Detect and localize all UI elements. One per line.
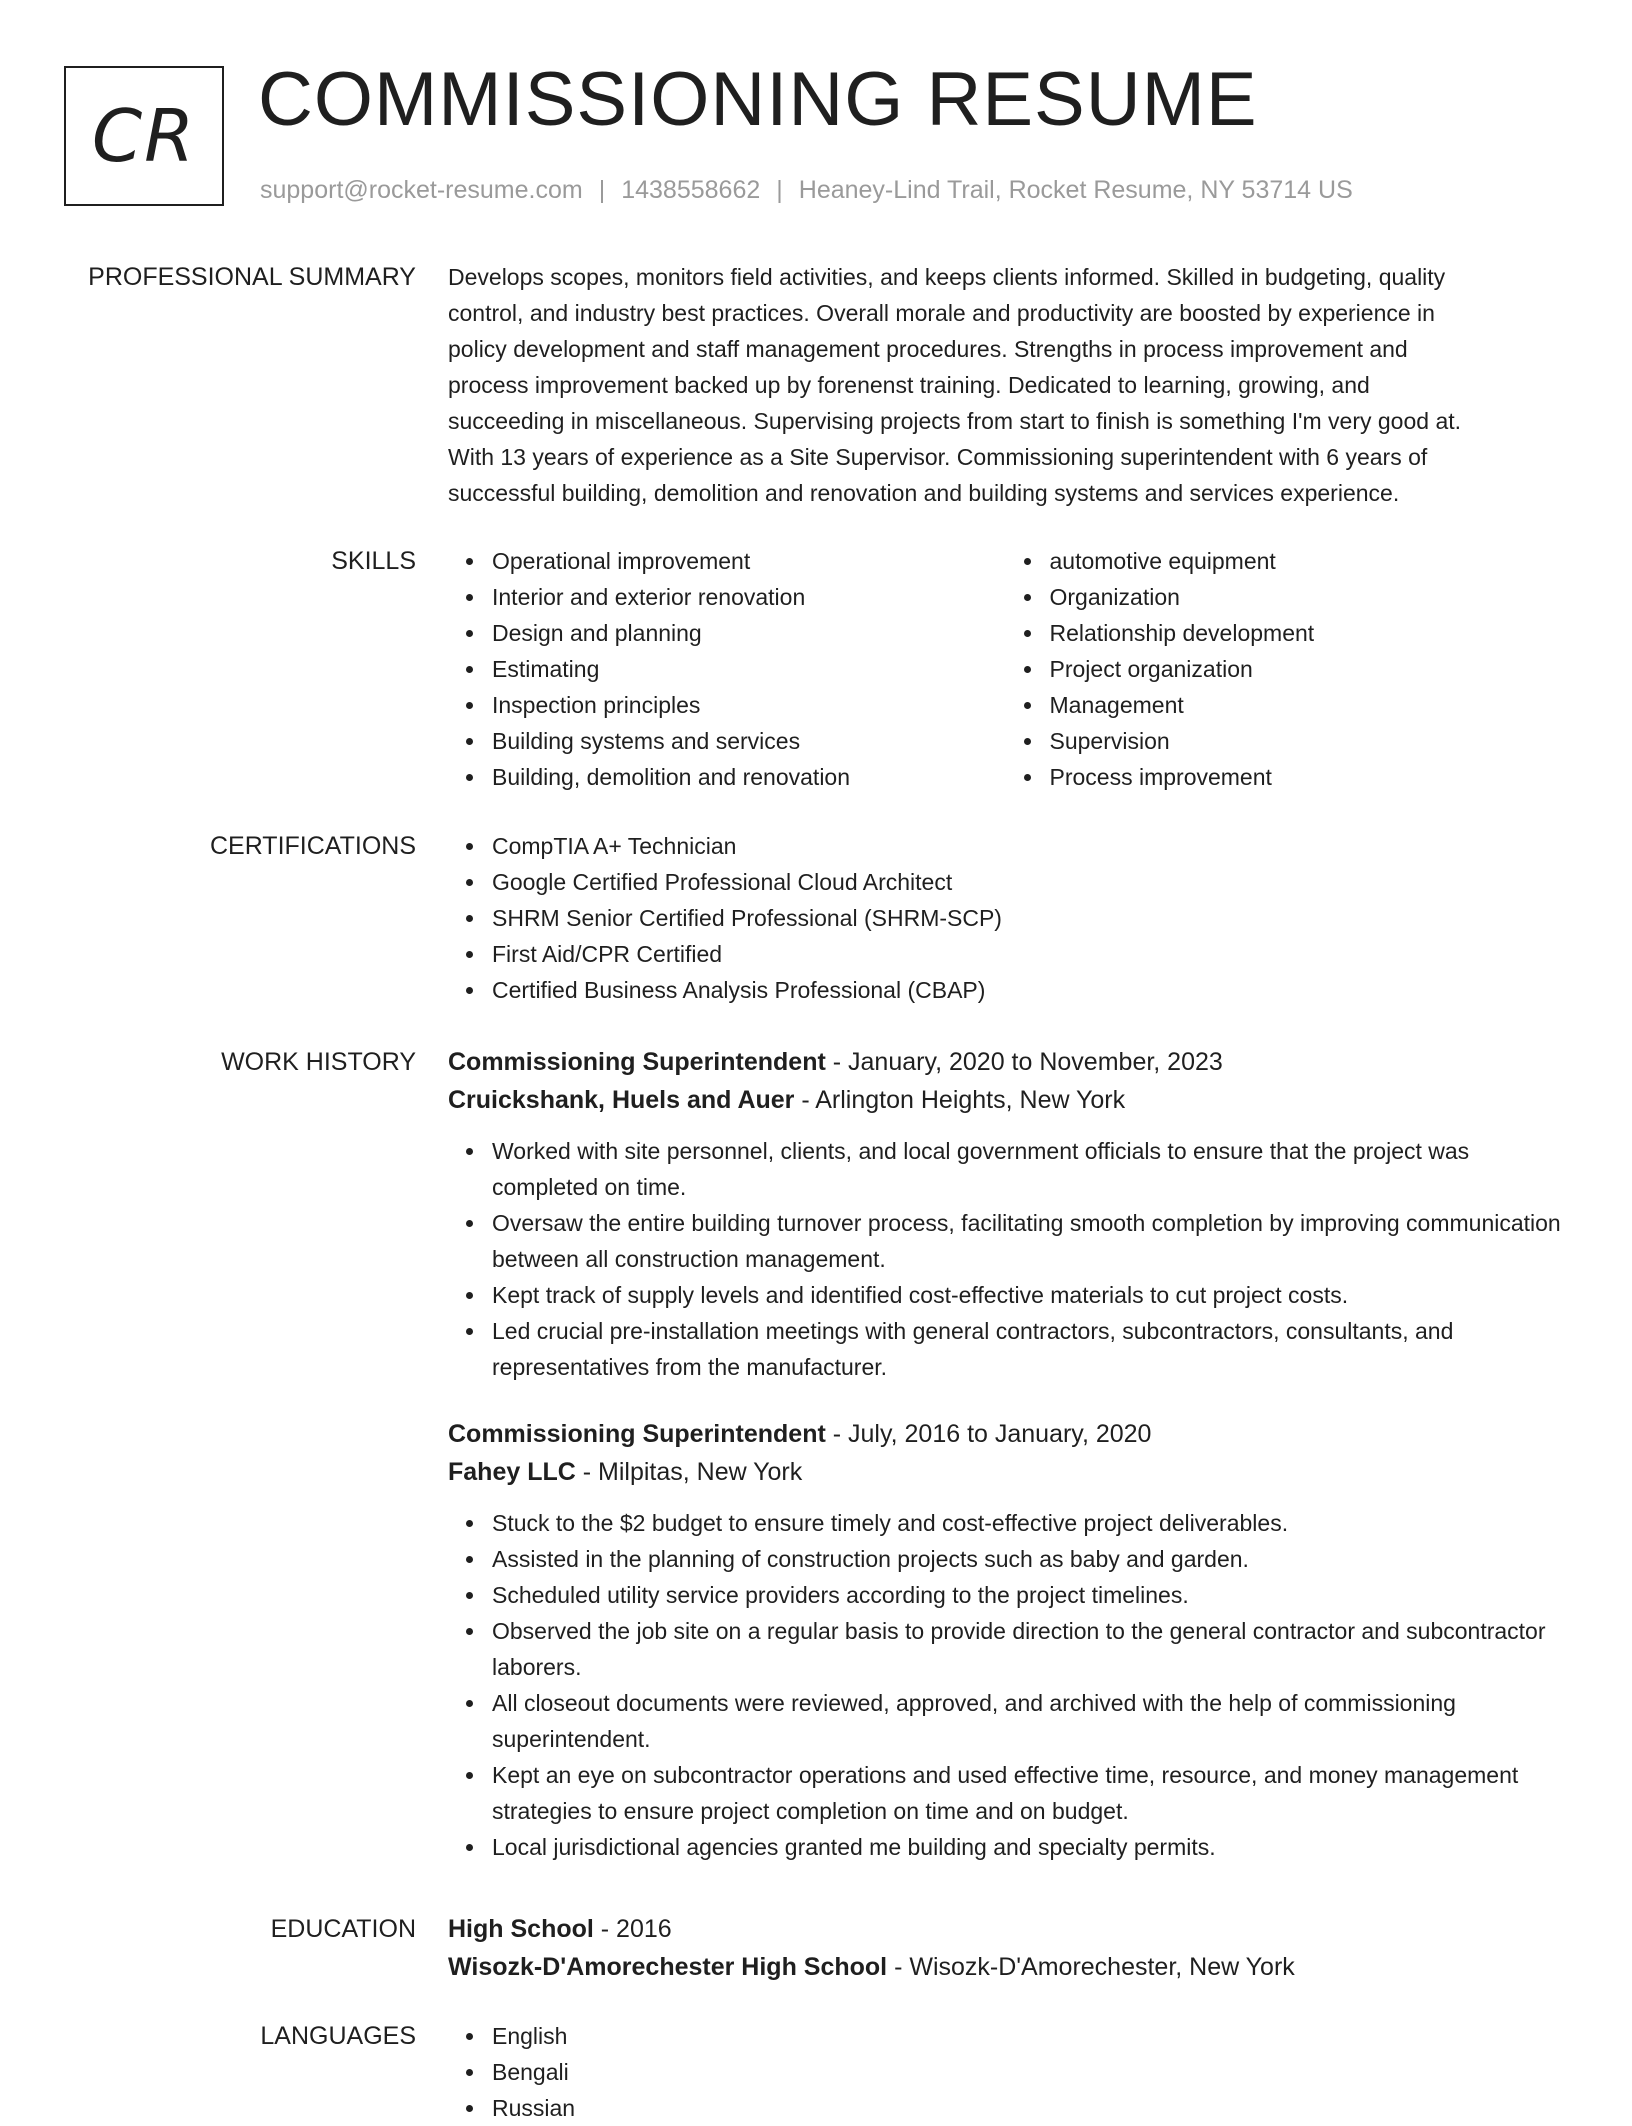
language-item: English bbox=[492, 2018, 1563, 2054]
job-bullet: Kept track of supply levels and identified cost-effective materials to cut project costs. bbox=[492, 1277, 1563, 1313]
education-degree: High School bbox=[448, 1915, 594, 1943]
job-company: Fahey LLC bbox=[448, 1458, 576, 1486]
job-location: - Milpitas, New York bbox=[575, 1458, 803, 1486]
summary-line: control, and industry best practices. Overall morale and productivity are boosted by experience in bbox=[448, 300, 1435, 326]
job-title: Commissioning Superintendent bbox=[448, 1420, 826, 1448]
summary-line: succeeding in miscellaneous. Supervising projects from start to finish is something I'm very good at. bbox=[448, 408, 1462, 434]
job-bullets bbox=[448, 1505, 1563, 1865]
contact-phone[interactable]: 1438558662 bbox=[621, 176, 761, 204]
languages-list bbox=[448, 2018, 1563, 2126]
monogram-box bbox=[64, 66, 224, 206]
skill-item: automotive equipment bbox=[1050, 543, 1564, 579]
section-label: WORK HISTORY bbox=[221, 1048, 416, 1076]
summary-line: successful building, demolition and renovation and building systems and services experience. bbox=[448, 480, 1400, 506]
language-item: Russian bbox=[492, 2090, 1563, 2126]
contact-email[interactable]: support@rocket-resume.com bbox=[260, 176, 583, 204]
summary-line: With 13 years of experience as a Site Supervisor. Commissioning superintendent with 6 years of bbox=[448, 444, 1428, 470]
job-bullet: Assisted in the planning of construction projects such as baby and garden. bbox=[492, 1541, 1563, 1577]
job-bullet: All closeout documents were reviewed, approved, and archived with the help of commissioning superintendent. bbox=[492, 1685, 1563, 1757]
education-year: - 2016 bbox=[593, 1915, 672, 1943]
education-school-line bbox=[448, 1948, 1563, 1986]
skill-item: Building systems and services bbox=[492, 723, 1006, 759]
job-bullet: Stuck to the $2 budget to ensure timely and cost-effective project deliverables. bbox=[492, 1505, 1563, 1541]
job-dates: - January, 2020 to November, 2023 bbox=[825, 1048, 1223, 1076]
summary-line: policy development and staff management procedures. Strengths in process improvement and bbox=[448, 336, 1408, 362]
skill-item: Building, demolition and renovation bbox=[492, 759, 1006, 795]
skill-item: Organization bbox=[1050, 579, 1564, 615]
skill-item: Process improvement bbox=[1050, 759, 1564, 795]
job-company-line bbox=[448, 1453, 1563, 1491]
job-title-line bbox=[448, 1043, 1563, 1081]
skill-item: Relationship development bbox=[1050, 615, 1564, 651]
certification-item: CompTIA A+ Technician bbox=[492, 828, 1563, 864]
certification-item: SHRM Senior Certified Professional (SHRM-SCP) bbox=[492, 900, 1563, 936]
section-label: CERTIFICATIONS bbox=[209, 832, 416, 860]
certification-item: First Aid/CPR Certified bbox=[492, 936, 1563, 972]
job-title: Commissioning Superintendent bbox=[448, 1048, 826, 1076]
job-location: - Arlington Heights, New York bbox=[794, 1086, 1126, 1114]
job-bullet: Oversaw the entire building turnover process, facilitating smooth completion by improving communication between all construction management. bbox=[492, 1205, 1563, 1277]
job-company-line bbox=[448, 1081, 1563, 1119]
skill-item: Operational improvement bbox=[492, 543, 1006, 579]
skill-item: Project organization bbox=[1050, 651, 1564, 687]
job-bullet: Worked with site personnel, clients, and local government officials to ensure that the project was completed on time. bbox=[492, 1133, 1563, 1205]
certifications-list bbox=[448, 828, 1563, 1008]
contact-separator: | bbox=[776, 176, 783, 204]
job-bullet: Kept an eye on subcontractor operations and used effective time, resource, and money management strategies to ensure project completion on time and on budget. bbox=[492, 1757, 1563, 1829]
skill-item: Inspection principles bbox=[492, 687, 1006, 723]
job-entry bbox=[448, 1043, 1563, 1385]
contact-line bbox=[260, 176, 1353, 205]
job-bullet: Local jurisdictional agencies granted me building and specialty permits. bbox=[492, 1829, 1563, 1865]
languages-body bbox=[448, 2018, 1563, 2126]
skill-item: Interior and exterior renovation bbox=[492, 579, 1006, 615]
job-bullet: Observed the job site on a regular basis to provide direction to the general contractor and subcontractor laborers. bbox=[492, 1613, 1563, 1685]
summary-text bbox=[448, 259, 1563, 511]
certification-item: Certified Business Analysis Professional (CBAP) bbox=[492, 972, 1563, 1008]
education-body bbox=[448, 1910, 1563, 1986]
job-title-line bbox=[448, 1415, 1563, 1453]
contact-separator: | bbox=[598, 176, 606, 204]
education-degree-line bbox=[448, 1910, 1563, 1948]
job-dates: - July, 2016 to January, 2020 bbox=[825, 1420, 1152, 1448]
job-bullet: Led crucial pre-installation meetings with general contractors, subcontractors, consultants, and representatives from the manufacturer. bbox=[492, 1313, 1563, 1385]
skills-list-right bbox=[1006, 543, 1564, 795]
skill-item: Supervision bbox=[1050, 723, 1564, 759]
skill-item: Design and planning bbox=[492, 615, 1006, 651]
language-item: Bengali bbox=[492, 2054, 1563, 2090]
job-entry bbox=[448, 1415, 1563, 1865]
section-label: PROFESSIONAL SUMMARY bbox=[88, 263, 416, 291]
work-history-body bbox=[448, 1043, 1563, 1865]
skills-columns bbox=[448, 543, 1563, 795]
skill-item: Management bbox=[1050, 687, 1564, 723]
certification-item: Google Certified Professional Cloud Architect bbox=[492, 864, 1563, 900]
section-label: LANGUAGES bbox=[260, 2022, 416, 2050]
certifications-body bbox=[448, 828, 1563, 1008]
skills-list-left bbox=[448, 543, 1006, 795]
education-location: - Wisozk-D'Amorechester, New York bbox=[887, 1953, 1295, 1981]
contact-address: Heaney-Lind Trail, Rocket Resume, NY 53714 US bbox=[798, 176, 1353, 204]
resume-title: COMMISSIONING RESUME bbox=[258, 57, 1258, 142]
summary-line: Develops scopes, monitors field activities, and keeps clients informed. Skilled in budgeting, quality bbox=[448, 264, 1446, 290]
summary-line: process improvement backed up by forenenst training. Dedicated to learning, growing, and bbox=[448, 372, 1370, 398]
skill-item: Estimating bbox=[492, 651, 1006, 687]
monogram-initials: CR bbox=[91, 94, 197, 178]
education-school: Wisozk-D'Amorechester High School bbox=[448, 1953, 888, 1981]
section-label: EDUCATION bbox=[270, 1915, 416, 1943]
job-bullets bbox=[448, 1133, 1563, 1385]
section-label: SKILLS bbox=[331, 547, 416, 575]
job-bullet: Scheduled utility service providers according to the project timelines. bbox=[492, 1577, 1563, 1613]
job-company: Cruickshank, Huels and Auer bbox=[448, 1086, 795, 1114]
